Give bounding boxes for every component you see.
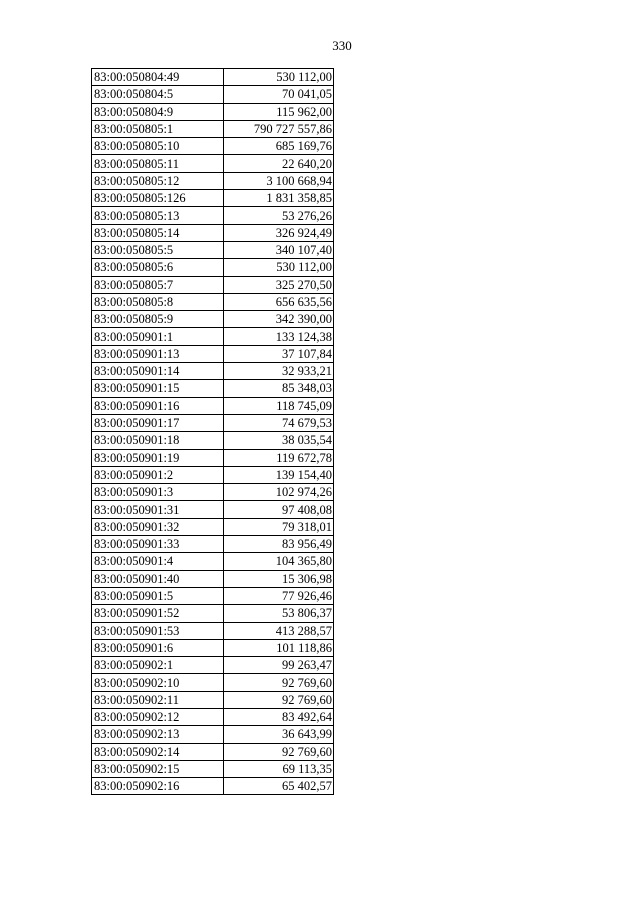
table-row bbox=[92, 380, 334, 397]
table-row bbox=[92, 708, 334, 725]
cadastral-number-cell: 83:00:050902:15 bbox=[92, 760, 224, 777]
table-row bbox=[92, 622, 334, 639]
cadastral-number-cell: 83:00:050901:5 bbox=[92, 587, 224, 604]
cadastral-value-cell: 65 402,57 bbox=[224, 778, 334, 795]
cadastral-value-cell: 342 390,00 bbox=[224, 311, 334, 328]
cadastral-number-cell: 83:00:050901:14 bbox=[92, 363, 224, 380]
cadastral-number-cell: 83:00:050805:5 bbox=[92, 241, 224, 258]
table-row bbox=[92, 691, 334, 708]
cadastral-value-cell: 83 492,64 bbox=[224, 708, 334, 725]
cadastral-number-cell: 83:00:050902:14 bbox=[92, 743, 224, 760]
table-row bbox=[92, 726, 334, 743]
cadastral-value-cell: 53 806,37 bbox=[224, 605, 334, 622]
cadastral-number-cell: 83:00:050901:33 bbox=[92, 536, 224, 553]
cadastral-value-cell: 15 306,98 bbox=[224, 570, 334, 587]
table-row bbox=[92, 605, 334, 622]
cadastral-value-cell: 77 926,46 bbox=[224, 587, 334, 604]
table-row bbox=[92, 536, 334, 553]
table-row bbox=[92, 484, 334, 501]
table-row bbox=[92, 241, 334, 258]
table-row bbox=[92, 449, 334, 466]
cadastral-number-cell: 83:00:050901:4 bbox=[92, 553, 224, 570]
cadastral-value-cell: 119 672,78 bbox=[224, 449, 334, 466]
table-row bbox=[92, 397, 334, 414]
cadastral-value-cell: 790 727 557,86 bbox=[224, 120, 334, 137]
cadastral-number-cell: 83:00:050901:52 bbox=[92, 605, 224, 622]
cadastral-value-cell: 1 831 358,85 bbox=[224, 190, 334, 207]
cadastral-number-cell: 83:00:050805:8 bbox=[92, 293, 224, 310]
cadastral-number-cell: 83:00:050902:10 bbox=[92, 674, 224, 691]
cadastral-value-cell: 656 635,56 bbox=[224, 293, 334, 310]
cadastral-value-cell: 85 348,03 bbox=[224, 380, 334, 397]
cadastral-value-table bbox=[91, 68, 334, 795]
cadastral-number-cell: 83:00:050805:6 bbox=[92, 259, 224, 276]
table-row bbox=[92, 155, 334, 172]
cadastral-value-cell: 22 640,20 bbox=[224, 155, 334, 172]
table-row bbox=[92, 363, 334, 380]
cadastral-number-cell: 83:00:050805:7 bbox=[92, 276, 224, 293]
cadastral-value-cell: 530 112,00 bbox=[224, 259, 334, 276]
table-row bbox=[92, 103, 334, 120]
cadastral-number-cell: 83:00:050901:18 bbox=[92, 432, 224, 449]
cadastral-number-cell: 83:00:050901:19 bbox=[92, 449, 224, 466]
cadastral-number-cell: 83:00:050901:31 bbox=[92, 501, 224, 518]
table-body bbox=[92, 69, 334, 795]
cadastral-number-cell: 83:00:050805:12 bbox=[92, 172, 224, 189]
cadastral-value-cell: 118 745,09 bbox=[224, 397, 334, 414]
table-row bbox=[92, 120, 334, 137]
cadastral-value-cell: 115 962,00 bbox=[224, 103, 334, 120]
cadastral-value-cell: 38 035,54 bbox=[224, 432, 334, 449]
table-row bbox=[92, 138, 334, 155]
table-row bbox=[92, 190, 334, 207]
cadastral-value-cell: 326 924,49 bbox=[224, 224, 334, 241]
cadastral-number-cell: 83:00:050805:10 bbox=[92, 138, 224, 155]
cadastral-value-cell: 530 112,00 bbox=[224, 69, 334, 86]
table-row bbox=[92, 553, 334, 570]
cadastral-number-cell: 83:00:050901:1 bbox=[92, 328, 224, 345]
page-number: 330 bbox=[332, 38, 352, 53]
table-row bbox=[92, 414, 334, 431]
cadastral-value-cell: 70 041,05 bbox=[224, 86, 334, 103]
table-row bbox=[92, 86, 334, 103]
table-row bbox=[92, 172, 334, 189]
cadastral-value-cell: 74 679,53 bbox=[224, 414, 334, 431]
cadastral-number-cell: 83:00:050805:9 bbox=[92, 311, 224, 328]
cadastral-value-cell: 325 270,50 bbox=[224, 276, 334, 293]
cadastral-number-cell: 83:00:050901:40 bbox=[92, 570, 224, 587]
table-row bbox=[92, 224, 334, 241]
table-row bbox=[92, 778, 334, 795]
cadastral-value-cell: 69 113,35 bbox=[224, 760, 334, 777]
table-row bbox=[92, 293, 334, 310]
cadastral-number-cell: 83:00:050901:6 bbox=[92, 639, 224, 656]
cadastral-value-cell: 79 318,01 bbox=[224, 518, 334, 535]
table-row bbox=[92, 432, 334, 449]
cadastral-number-cell: 83:00:050804:9 bbox=[92, 103, 224, 120]
cadastral-value-cell: 83 956,49 bbox=[224, 536, 334, 553]
cadastral-number-cell: 83:00:050805:13 bbox=[92, 207, 224, 224]
cadastral-value-cell: 139 154,40 bbox=[224, 466, 334, 483]
cadastral-number-cell: 83:00:050901:32 bbox=[92, 518, 224, 535]
cadastral-value-cell: 92 769,60 bbox=[224, 743, 334, 760]
cadastral-value-cell: 104 365,80 bbox=[224, 553, 334, 570]
table-row bbox=[92, 518, 334, 535]
table-row bbox=[92, 345, 334, 362]
cadastral-number-cell: 83:00:050805:1 bbox=[92, 120, 224, 137]
cadastral-number-cell: 83:00:050804:5 bbox=[92, 86, 224, 103]
table-row bbox=[92, 501, 334, 518]
cadastral-number-cell: 83:00:050901:13 bbox=[92, 345, 224, 362]
table-row bbox=[92, 657, 334, 674]
cadastral-number-cell: 83:00:050901:16 bbox=[92, 397, 224, 414]
cadastral-value-cell: 102 974,26 bbox=[224, 484, 334, 501]
table-row bbox=[92, 69, 334, 86]
table-row bbox=[92, 587, 334, 604]
table-row bbox=[92, 760, 334, 777]
cadastral-value-cell: 53 276,26 bbox=[224, 207, 334, 224]
cadastral-number-cell: 83:00:050901:17 bbox=[92, 414, 224, 431]
cadastral-value-cell: 36 643,99 bbox=[224, 726, 334, 743]
table-row bbox=[92, 466, 334, 483]
cadastral-number-cell: 83:00:050805:126 bbox=[92, 190, 224, 207]
table-row bbox=[92, 570, 334, 587]
cadastral-number-cell: 83:00:050902:16 bbox=[92, 778, 224, 795]
cadastral-value-cell: 340 107,40 bbox=[224, 241, 334, 258]
table-row bbox=[92, 311, 334, 328]
cadastral-value-cell: 413 288,57 bbox=[224, 622, 334, 639]
table-row bbox=[92, 328, 334, 345]
cadastral-number-cell: 83:00:050805:11 bbox=[92, 155, 224, 172]
cadastral-number-cell: 83:00:050901:15 bbox=[92, 380, 224, 397]
cadastral-value-cell: 32 933,21 bbox=[224, 363, 334, 380]
cadastral-number-cell: 83:00:050902:12 bbox=[92, 708, 224, 725]
cadastral-value-cell: 92 769,60 bbox=[224, 691, 334, 708]
cadastral-value-cell: 37 107,84 bbox=[224, 345, 334, 362]
cadastral-number-cell: 83:00:050902:1 bbox=[92, 657, 224, 674]
cadastral-number-cell: 83:00:050901:3 bbox=[92, 484, 224, 501]
cadastral-value-cell: 99 263,47 bbox=[224, 657, 334, 674]
cadastral-value-cell: 92 769,60 bbox=[224, 674, 334, 691]
cadastral-number-cell: 83:00:050902:13 bbox=[92, 726, 224, 743]
cadastral-value-cell: 101 118,86 bbox=[224, 639, 334, 656]
table-row bbox=[92, 207, 334, 224]
cadastral-value-cell: 685 169,76 bbox=[224, 138, 334, 155]
cadastral-number-cell: 83:00:050902:11 bbox=[92, 691, 224, 708]
table-row bbox=[92, 743, 334, 760]
cadastral-number-cell: 83:00:050804:49 bbox=[92, 69, 224, 86]
cadastral-value-cell: 97 408,08 bbox=[224, 501, 334, 518]
cadastral-value-cell: 133 124,38 bbox=[224, 328, 334, 345]
table-row bbox=[92, 276, 334, 293]
table-row bbox=[92, 674, 334, 691]
cadastral-number-cell: 83:00:050805:14 bbox=[92, 224, 224, 241]
table-row bbox=[92, 259, 334, 276]
cadastral-number-cell: 83:00:050901:2 bbox=[92, 466, 224, 483]
cadastral-value-cell: 3 100 668,94 bbox=[224, 172, 334, 189]
cadastral-number-cell: 83:00:050901:53 bbox=[92, 622, 224, 639]
table-row bbox=[92, 639, 334, 656]
